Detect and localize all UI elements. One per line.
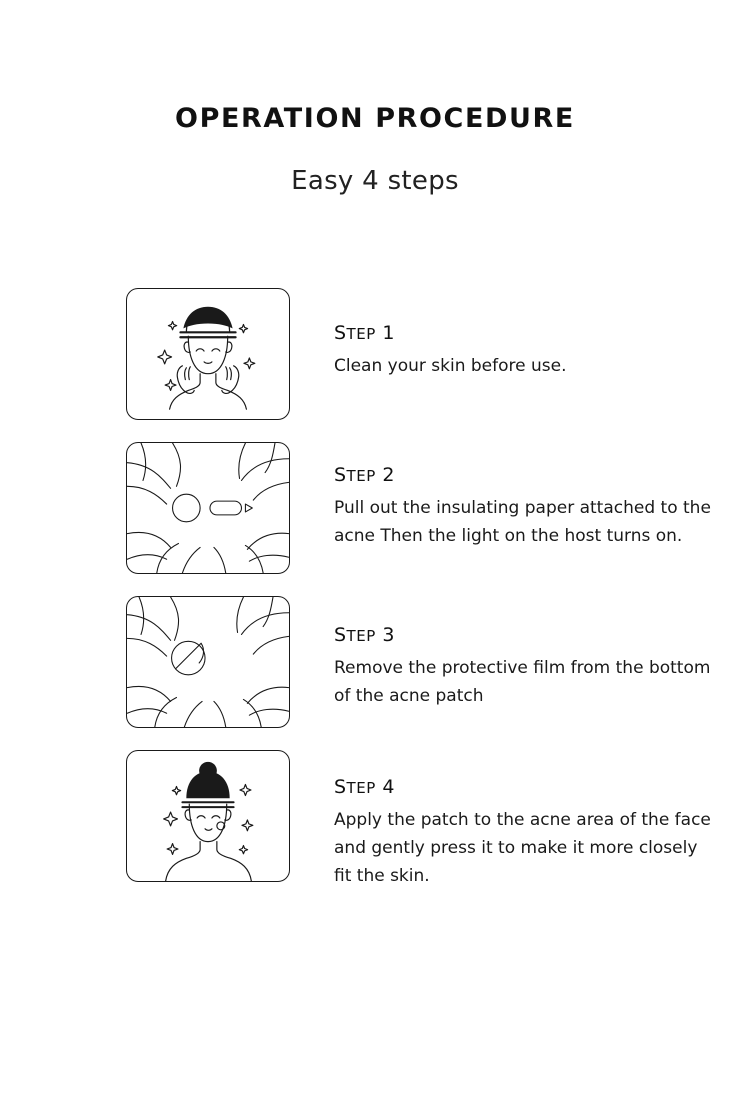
step-label-rest: TEP [346, 627, 376, 645]
step-2-description: Pull out the insulating paper attached to the acne Then the light on the host turns on. [334, 498, 711, 547]
step-2-illustration [126, 442, 290, 574]
step-label-prefix: S [334, 776, 347, 798]
step-3-description: Remove the protective film from the bottom of the acne patch [334, 658, 711, 707]
step-3-text [334, 596, 720, 710]
step-1-text [334, 288, 567, 380]
step-3-label [334, 624, 720, 646]
step-4-label [334, 776, 720, 798]
step-1-illustration [126, 288, 290, 420]
step-number: 2 [382, 464, 395, 486]
step-1-description: Clean your skin before use. [334, 356, 567, 376]
page-title: OPERATION PROCEDURE [175, 103, 575, 134]
step-number: 1 [382, 322, 395, 344]
list-item [126, 750, 720, 890]
step-label-rest: TEP [346, 467, 376, 485]
step-4-description: Apply the patch to the acne area of the face and gently press it to make it more closely fit the skin. [334, 810, 711, 887]
step-3-illustration [126, 596, 290, 728]
step-2-text [334, 442, 720, 550]
step-4-text [334, 750, 720, 890]
step-4-illustration [126, 750, 290, 882]
step-2-label [334, 464, 720, 486]
step-number: 4 [382, 776, 395, 798]
list-item [126, 442, 720, 574]
step-label-rest: TEP [346, 779, 376, 797]
steps-list [0, 288, 750, 890]
step-label-prefix: S [334, 464, 347, 486]
step-label-prefix: S [334, 322, 347, 344]
step-label-prefix: S [334, 624, 347, 646]
list-item [126, 288, 720, 420]
instruction-page [0, 103, 750, 1108]
list-item [126, 596, 720, 728]
step-number: 3 [382, 624, 395, 646]
step-1-label [334, 322, 567, 344]
step-label-rest: TEP [346, 325, 376, 343]
page-subtitle: Easy 4 steps [291, 166, 459, 196]
